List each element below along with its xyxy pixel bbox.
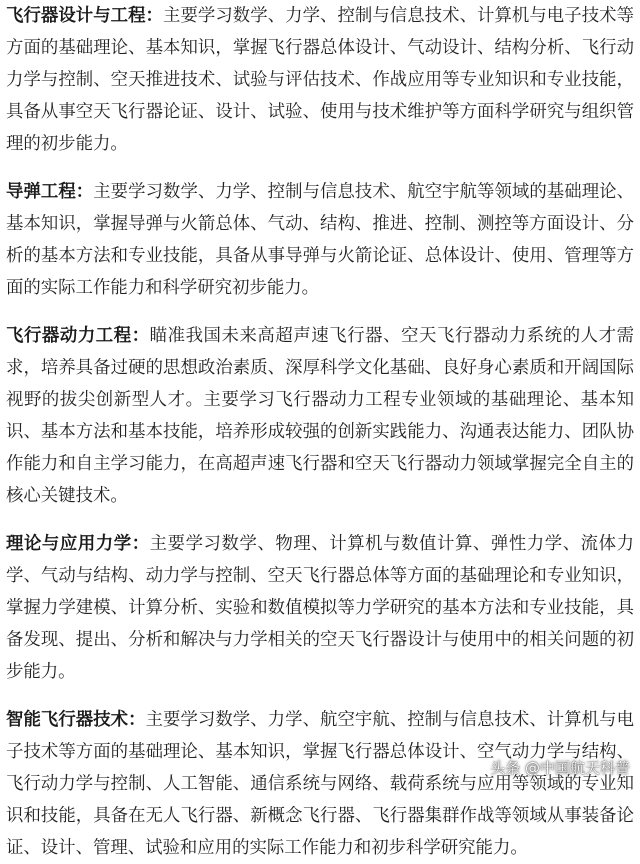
paragraph-applied-mechanics: [6, 528, 634, 688]
term-heading: 智能飞行器技术：: [6, 710, 146, 730]
paragraph-text: 瞄准我国未来高超声速飞行器、空天飞行器动力系统的人才需求，培养具备过硬的思想政治素质、深厚科学文化基础、良好身心素质和开阔国际视野的拔尖创新型人才。主要学习飞行器动力工程专业领域的基础理论、基本知识、基本方法和基本技能，培养形成较强的创新实践能力、沟通表达能力、团队协作能力和自主学习能力，在高超声速飞行器和空天飞行器动力领域掌握完全自主的核心关键技术。: [6, 326, 634, 506]
paragraph-text: 主要学习数学、物理、计算机与数值计算、弹性力学、流体力学、气动与结构、动力学与控制、空天飞行器总体等方面的基础理论和专业知识，掌握力学建模、计算分析、实验和数值模拟等力学研究的基本方法和专业技能，具备发现、提出、分析和解决与力学相关的空天飞行器设计与使用中的相关问题的初步能力。: [6, 534, 634, 682]
toutiao-logo-icon: [470, 760, 486, 776]
paragraph-text: 主要学习数学、力学、控制与信息技术、计算机与电子技术等方面的基础理论、基本知识，掌握飞行器总体设计、气动设计、结构分析、飞行动力学与控制、空天推进技术、试验与评估技术、作战应用等专业知识和专业技能，具备从事空天飞行器论证、设计、试验、使用与技术维护等方面科学研究与组织管理的初步能力。: [6, 6, 634, 154]
paragraph-text: 主要学习数学、力学、控制与信息技术、航空宇航等领域的基础理论、基本知识，掌握导弹与火箭总体、气动、结构、推进、控制、测控等方面设计、分析的基本方法和专业技能，具备从事导弹与火箭论证、总体设计、使用、管理等方面的实际工作能力和科学研究初步能力。: [6, 182, 634, 298]
watermark: [470, 757, 630, 778]
term-heading: 导弹工程：: [6, 182, 94, 202]
term-heading: 飞行器设计与工程：: [6, 6, 164, 26]
paragraph-propulsion-engineering: [6, 320, 634, 512]
term-heading: 飞行器动力工程：: [6, 326, 150, 346]
paragraph-aircraft-design: [6, 0, 634, 160]
term-heading: 理论与应用力学：: [6, 534, 150, 554]
paragraph-missile-engineering: [6, 176, 634, 304]
paragraph-intelligent-aircraft: [6, 704, 634, 864]
watermark-text: 头条 @中国航天科普: [490, 759, 630, 777]
paragraph-text: 主要学习数学、力学、航空宇航、控制与信息技术、计算机与电子技术等方面的基础理论、基本知识，掌握飞行器总体设计、空气动力学与结构、飞行动力学与控制、人工智能、通信系统与网络、载荷系统与应用等领域的专业知识和技能，具备在无人飞行器、新概念飞行器、飞行器集群作战等领域从事装备论证、设计、管理、试验和应用的实际工作能力和初步科学研究能力。: [6, 710, 634, 858]
